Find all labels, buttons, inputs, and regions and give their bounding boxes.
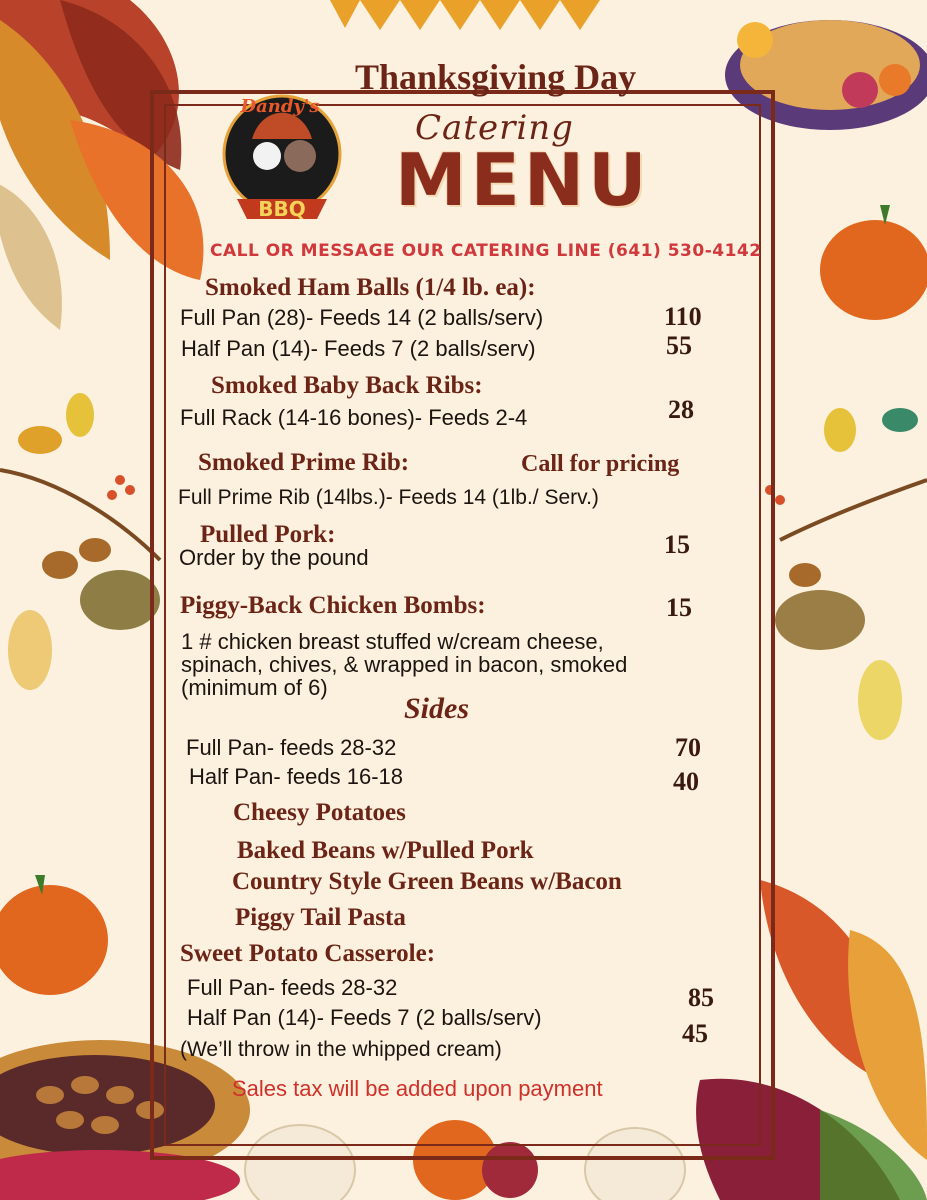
prime-rib-pricing-note: Call for pricing — [521, 451, 680, 477]
sales-tax-note: Sales tax will be added upon payment — [232, 1076, 603, 1101]
sweet-potato-half-pan: Half Pan (14)- Feeds 7 (2 balls/serv) — [187, 1005, 542, 1030]
prime-rib-heading: Smoked Prime Rib: — [198, 449, 410, 476]
pulled-pork-line: Order by the pound — [179, 545, 369, 570]
ham-balls-half-pan: Half Pan (14)- Feeds 7 (2 balls/serv) — [181, 336, 536, 361]
chicken-bombs-price: 15 — [666, 593, 692, 622]
sweet-potato-heading: Sweet Potato Casserole: — [180, 940, 436, 967]
chicken-bombs-desc-3: (minimum of 6) — [181, 675, 328, 700]
sides-half-price: 40 — [673, 767, 699, 796]
whipped-cream-note: (We’ll throw in the whipped cream) — [180, 1038, 502, 1061]
chicken-bombs-desc-1: 1 # chicken breast stuffed w/cream cheese, — [181, 629, 604, 654]
sides-full-price: 70 — [675, 733, 701, 762]
svg-text:Dandy's: Dandy's — [240, 96, 320, 117]
pulled-pork-heading: Pulled Pork: — [200, 521, 336, 548]
sides-half-pan: Half Pan- feeds 16-18 — [189, 764, 404, 789]
sides-full-pan: Full Pan- feeds 28-32 — [186, 735, 397, 760]
sweet-potato-full-pan: Full Pan- feeds 28-32 — [187, 975, 398, 1000]
catering-subtitle: Catering — [415, 108, 574, 148]
ham-balls-half-price: 55 — [666, 331, 692, 360]
sides-heading: Sides — [404, 692, 470, 725]
pulled-pork-price: 15 — [664, 530, 690, 559]
ham-balls-full-price: 110 — [664, 302, 702, 331]
ribs-full-rack: Full Rack (14-16 bones)- Feeds 2-4 — [180, 405, 528, 430]
ribs-price: 28 — [668, 395, 694, 424]
ribs-heading: Smoked Baby Back Ribs: — [211, 372, 483, 399]
side-item: Baked Beans w/Pulled Pork — [237, 837, 534, 864]
sweet-potato-full-price: 85 — [688, 983, 714, 1012]
ham-balls-heading: Smoked Ham Balls (1/4 lb. ea): — [205, 274, 536, 301]
dandys-bbq-logo — [222, 84, 342, 224]
side-item: Cheesy Potatoes — [233, 799, 406, 826]
svg-text:BBQ: BBQ — [258, 197, 306, 221]
side-item: Piggy Tail Pasta — [235, 904, 406, 931]
ham-balls-full-pan: Full Pan (28)- Feeds 14 (2 balls/serv) — [180, 305, 544, 330]
chicken-bombs-heading: Piggy-Back Chicken Bombs: — [180, 592, 486, 619]
catering-phone-line: CALL OR MESSAGE OUR CATERING LINE (641) 530-4142 — [210, 241, 762, 261]
page-title: Thanksgiving Day — [355, 57, 637, 97]
menu-heading: MENU — [395, 138, 651, 222]
chicken-bombs-desc-2: spinach, chives, & wrapped in bacon, smoked — [181, 652, 628, 677]
side-item: Country Style Green Beans w/Bacon — [232, 868, 622, 895]
sweet-potato-half-price: 45 — [682, 1019, 708, 1048]
prime-rib-line: Full Prime Rib (14lbs.)- Feeds 14 (1lb./ Serv.) — [178, 486, 599, 509]
